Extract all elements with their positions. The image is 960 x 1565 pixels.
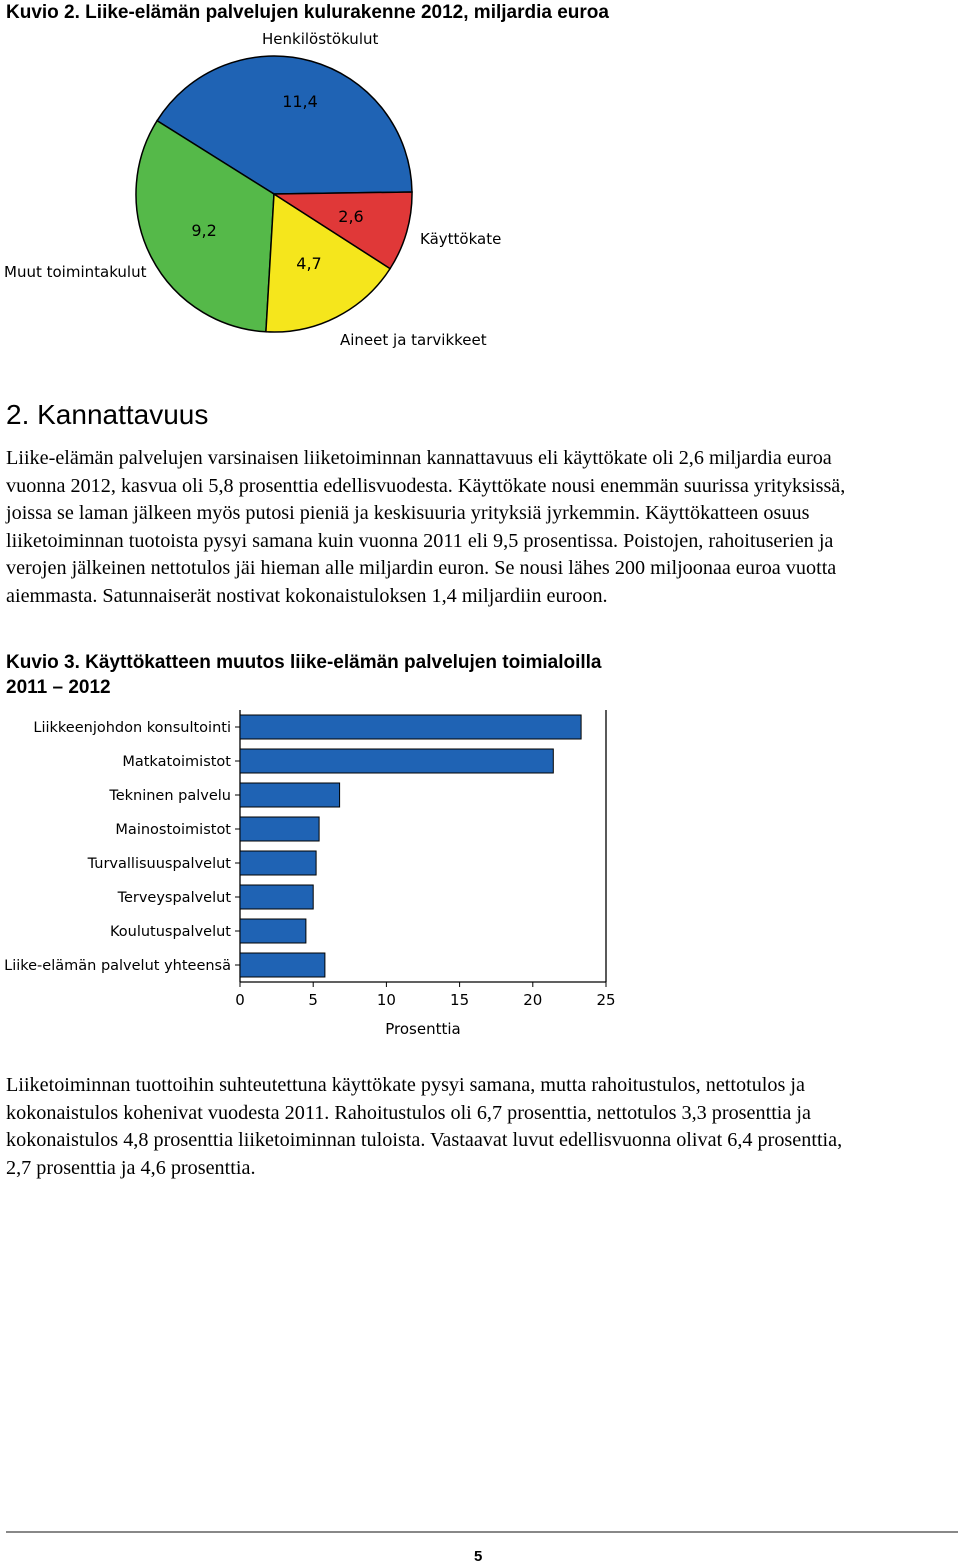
figure2-caption: Kuvio 2. Liike-elämän palvelujen kulurakenne 2012, miljardia euroa: [6, 2, 609, 23]
x-tick-label: 5: [308, 991, 318, 1009]
bar: [240, 851, 316, 875]
paragraph-line: aiemmasta. Satunnaiserät nostivat kokonaistuloksen 1,4 miljardiin euroon.: [6, 584, 608, 607]
pie-category-label: Henkilöstökulut: [262, 30, 379, 48]
paragraph-line: Liike-elämän palvelujen varsinaisen liiketoiminnan kannattavuus eli käyttökate oli 2,6 miljardia euroa: [6, 447, 832, 469]
category-label: Tekninen palvelu: [109, 788, 231, 804]
category-label: Liikkeenjohdon konsultointi: [33, 720, 231, 736]
bar: [240, 885, 313, 909]
section-heading: 2. Kannattavuus: [6, 399, 209, 430]
paragraph-1: [6, 445, 958, 610]
category-label: Liike-elämän palvelut yhteensä: [4, 958, 231, 974]
figure3-caption-line1: Kuvio 3. Käyttökatteen muutos liike-elämän palvelujen toimialoilla: [6, 652, 602, 673]
paragraph-line: liiketoiminnan tuotoista pysyi samana kuin vuonna 2011 eli 9,5 prosentissa. Poistojen, rahoituserien ja: [6, 529, 834, 552]
bar: [240, 953, 325, 977]
x-tick-label: 20: [523, 991, 543, 1009]
pie-value-label: 9,2: [191, 221, 217, 241]
pie-chart: [0, 25, 560, 365]
category-label: Matkatoimistot: [122, 754, 231, 770]
paragraph-line: joissa se laman jälkeen myös putosi pieniä ja keskisuuria yrityksiä jyrkemmin. Käyttökatteen osuus: [6, 502, 810, 524]
paragraph-line: kokonaistulos 4,8 prosenttia liiketoiminnan tuloista. Vastaavat luvut edellisvuonna olivat 6,4 prosenttia,: [6, 1129, 843, 1151]
pie-category-label: Aineet ja tarvikkeet: [340, 331, 487, 349]
pie-category-label: Muut toimintakulut: [4, 263, 147, 281]
x-tick-label: 0: [235, 991, 245, 1009]
pie-category-label: Käyttökate: [420, 230, 502, 248]
paragraph-line: Liiketoiminnan tuottoihin suhteutettuna käyttökate pysyi samana, mutta rahoitustulos, nettotulos ja: [6, 1074, 805, 1096]
bar: [240, 919, 306, 943]
category-label: Turvallisuuspalvelut: [87, 856, 231, 872]
paragraph-line: 2,7 prosenttia ja 4,6 prosenttia.: [6, 1156, 256, 1179]
bar-chart: [0, 700, 640, 1045]
bar: [240, 817, 319, 841]
pie-value-label: 4,7: [296, 253, 322, 273]
x-tick-label: 25: [596, 991, 616, 1009]
paragraph-line: vuonna 2012, kasvua oli 5,8 prosenttia edellisvuodesta. Käyttökate nousi enemmän suurissa yrityksissä,: [6, 474, 846, 497]
category-label: Mainostoimistot: [115, 822, 231, 838]
bar: [240, 749, 553, 773]
footer-divider: [6, 1531, 958, 1533]
x-tick-label: 10: [376, 991, 396, 1009]
pie-value-label: 11,4: [282, 92, 318, 111]
paragraph-line: verojen jälkeinen nettotulos jäi hieman alle miljardin euron. Se nousi lähes 200 miljoonaa euroa vuotta: [6, 557, 837, 579]
bar: [240, 715, 581, 739]
paragraph-2: [6, 1072, 958, 1182]
category-label: Koulutuspalvelut: [109, 924, 231, 940]
category-label: Terveyspalvelut: [117, 890, 231, 906]
x-axis-label: Prosenttia: [385, 1020, 461, 1038]
bar: [240, 783, 340, 807]
page-number: 5: [474, 1548, 483, 1565]
pie-value-label: 2,6: [338, 207, 364, 226]
figure3-caption-line2: 2011 – 2012: [6, 677, 111, 698]
x-tick-label: 15: [450, 991, 470, 1009]
paragraph-line: kokonaistulos kohenivat vuodesta 2011. Rahoitustulos oli 6,7 prosenttia, nettotulos 3,3 prosenttia ja: [6, 1101, 811, 1124]
